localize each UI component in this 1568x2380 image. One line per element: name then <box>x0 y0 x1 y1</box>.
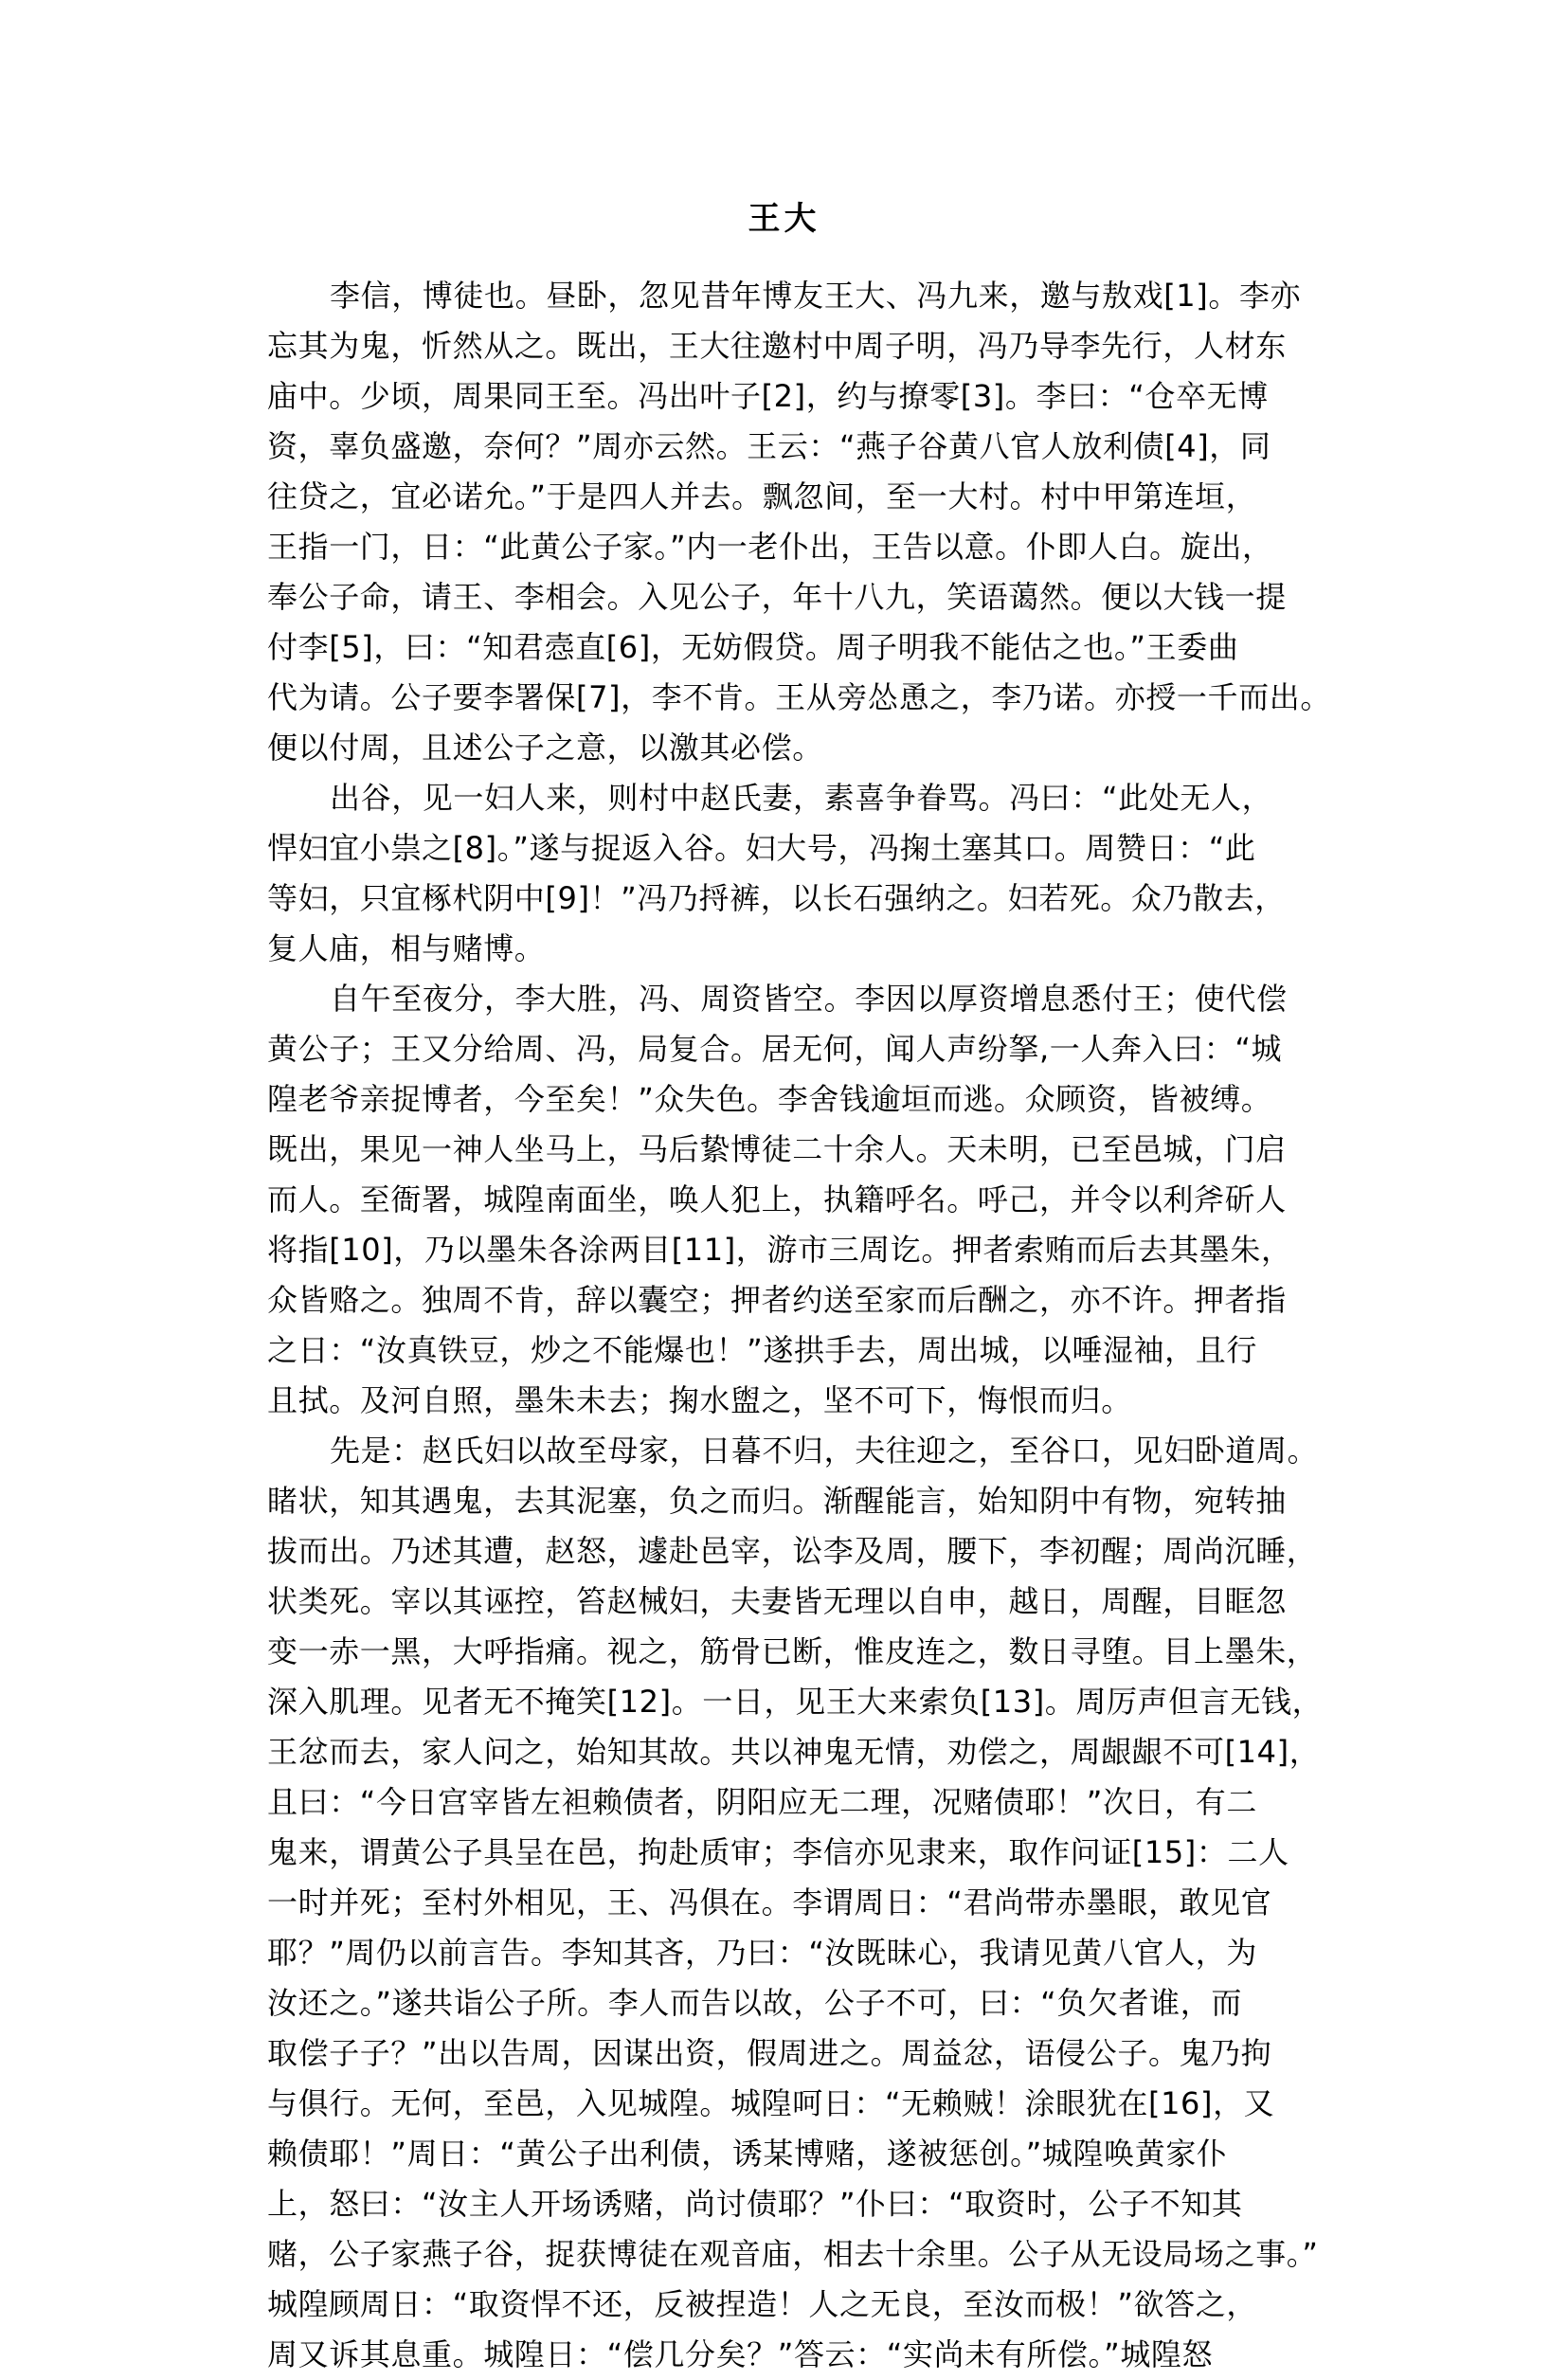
text-line: 王指一门，日：“此黄公子家。”内一老仆出，王告以意。仆即人白。旋出， <box>267 529 1273 565</box>
text-line: 代为请。公子要李署保[7]，李不肯。王从旁怂恿之，李乃诺。亦授一千而出。 <box>267 679 1331 715</box>
text-line: 出谷，见一妇人来，则村中赵氏妻，素喜争眷骂。冯曰：“此处无人， <box>330 780 1273 816</box>
text-line: 既出，果见一神人坐马上，马后絷博徒二十余人。天未明，已至邑城，门启 <box>267 1131 1287 1167</box>
text-line: 众皆赂之。独周不肯，辞以囊空；押者约送至家而后酬之，亦不许。押者指 <box>267 1282 1287 1318</box>
text-line: 鬼来，谓黄公子具呈在邑，拘赴质审；李信亦见隶来，取作问证[15]：二人 <box>267 1834 1289 1870</box>
text-line: 取偿子子？”出以告周，因谋出资，假周进之。周益忿，语侵公子。鬼乃拘 <box>267 2035 1272 2071</box>
text-line: 庙中。少顷，周果同王至。冯出叶子[2]，约与撩零[3]。李曰：“仓卒无博 <box>267 378 1269 414</box>
text-line: 资，辜负盛邀，奈何？”周亦云然。王云：“燕子谷黄八官人放利债[4]，同 <box>267 428 1271 464</box>
text-line: 先是：赵氏妇以故至母家，日暮不归，夫往迎之，至谷口，见妇卧道周。 <box>330 1433 1319 1469</box>
text-line: 奉公子命，请王、李相会。入见公子，年十八九，笑语蔼然。便以大钱一提 <box>267 579 1287 615</box>
text-line: 而人。至衙署，城隍南面坐，唤人犯上，执籍呼名。呼己，并令以利斧斫人 <box>267 1181 1287 1217</box>
text-line: 李信，博徒也。昼卧，忽见昔年博友王大、冯九来，邀与敖戏[1]。李亦 <box>330 278 1302 314</box>
text-line: 将指[10]，乃以墨朱各涂两目[11]，游市三周讫。押者索贿而后去其墨朱， <box>267 1232 1292 1268</box>
text-line: 往贷之，宜必诺允。”于是四人并去。飘忽间，至一大村。村中甲第连垣， <box>267 478 1257 514</box>
text-line: 忘其为鬼，忻然从之。既出，王大往邀村中周子明，冯乃导李先行，人材东 <box>267 328 1287 364</box>
text-line: 汝还之。”遂共诣公子所。李人而告以故，公子不可，曰：“负欠者谁，而 <box>267 1985 1242 2021</box>
body-text <box>267 271 1331 2380</box>
text-line: 隍老爷亲捉博者，今至矣！”众失色。李舍钱逾垣而逃。众顾资，皆被缚。 <box>267 1081 1272 1117</box>
text-line: 黄公子；王又分给周、冯，局复合。居无何，闻人声纷拏,一人奔入曰：“城 <box>267 1031 1283 1067</box>
page-title: 王大 <box>748 200 820 238</box>
text-line: 耶？”周仍以前言告。李知其吝，乃曰：“汝既昧心，我请见黄八官人，为 <box>267 1935 1257 1971</box>
text-line: 一时并死；至村外相见，王、冯俱在。李谓周日：“君尚带赤墨眼，敢见官 <box>267 1884 1272 1920</box>
text-line: 复人庙，相与赌博。 <box>267 930 546 966</box>
text-line: 城隍顾周日：“取资悍不还，反被捏造！人之无良，至汝而极！”欲答之， <box>267 2286 1257 2322</box>
text-line: 赖债耶！”周日：“黄公子出利债，诱某博赌，遂被惩创。”城隍唤黄家仆 <box>267 2136 1228 2172</box>
text-line: 上，怒曰：“汝主人开场诱赌，尚讨债耶？”仆曰：“取资时，公子不知其 <box>267 2186 1243 2222</box>
text-line: 变一赤一黑，大呼指痛。视之，筋骨已断，惟皮连之，数日寻堕。目上墨朱， <box>267 1633 1318 1669</box>
text-line: 状类死。宰以其诬控，笞赵械妇，夫妻皆无理以自申，越日，周醒，目眶忽 <box>267 1583 1287 1619</box>
text-line: 王忿而去，家人问之，始知其故。共以神鬼无情，劝偿之，周龈龈不可[14]， <box>267 1734 1321 1770</box>
text-line: 悍妇宜小祟之[8]。”遂与捉返入谷。妇大号，冯掬土塞其口。周赞日：“此 <box>267 830 1256 866</box>
text-line: 付李[5]，曰：“知君悫直[6]，无妨假贷。周子明我不能估之也。”王委曲 <box>267 629 1239 665</box>
text-line: 拔而出。乃述其遭，赵怒，遽赴邑宰，讼李及周，腰下，李初醒；周尚沉睡， <box>267 1533 1318 1569</box>
text-line: 赌，公子家燕子谷，捉获博徒在观音庙，相去十余里。公子从无设局场之事。” <box>267 2236 1319 2272</box>
text-line: 之日：“汝真铁豆，炒之不能爆也！”遂拱手去，周出城，以唾湿袖，且行 <box>267 1332 1257 1368</box>
text-line: 睹状，知其遇鬼，去其泥塞，负之而归。渐醒能言，始知阴中有物，宛转抽 <box>267 1483 1287 1519</box>
text-line: 且拭。及河自照，墨朱未去；掬水盥之，坚不可下，悔恨而归。 <box>267 1382 1132 1418</box>
text-line: 自午至夜分，李大胜，冯、周资皆空。李因以厚资增息悉付王；使代偿 <box>330 981 1288 1017</box>
text-line: 等妇，只宜椓杙阴中[9]！”冯乃捋裤，以长石强纳之。妇若死。众乃散去， <box>267 880 1286 916</box>
text-line: 便以付周，且述公子之意，以激其必偿。 <box>267 730 823 766</box>
text-line: 深入肌理。见者无不掩笑[12]。一日，见王大来索负[13]。周厉声但言无钱， <box>267 1684 1324 1720</box>
text-line: 周又诉其息重。城隍日：“偿几分矣？”答云：“实尚未有所偿。”城隍怒 <box>267 2336 1214 2372</box>
text-line: 与俱行。无何，至邑，入见城隍。城隍呵日：“无赖贼！涂眼犹在[16]，又 <box>267 2085 1275 2121</box>
text-line: 且曰：“今日宫宰皆左袒赖债者，阴阳应无二理，况赌债耶！”次日，有二 <box>267 1784 1257 1820</box>
